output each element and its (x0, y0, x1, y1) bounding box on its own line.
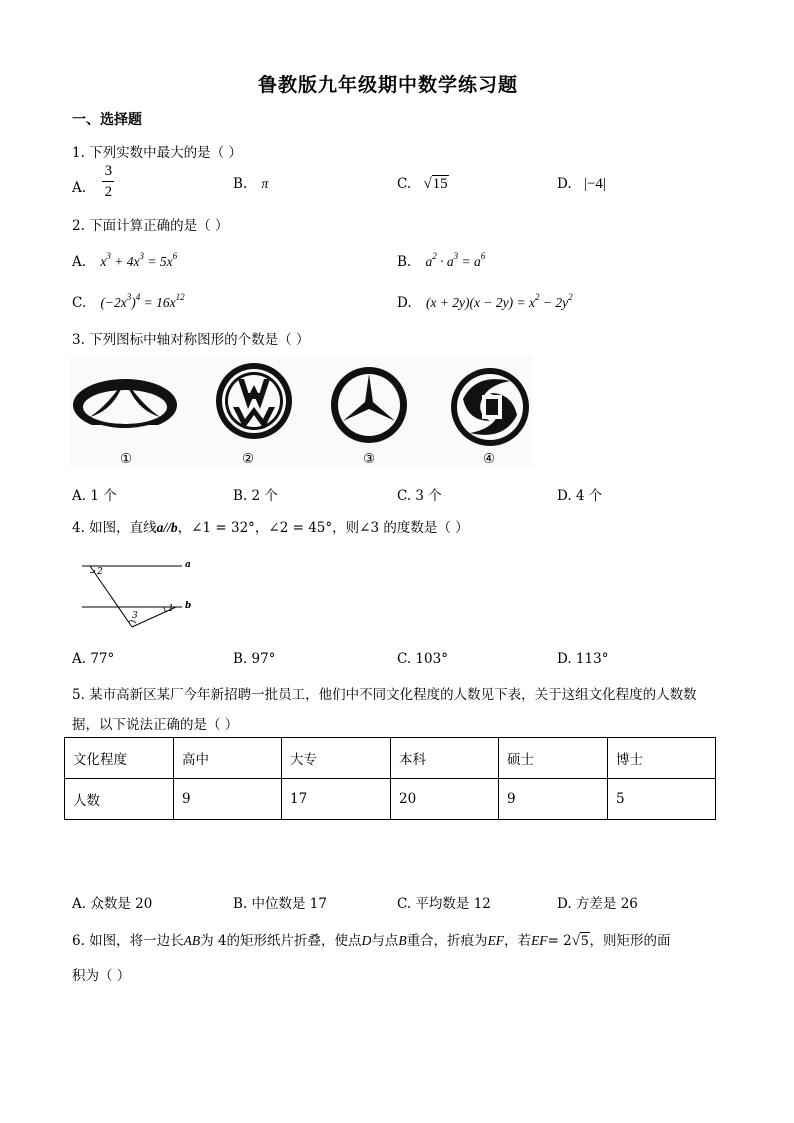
q2-option-b[interactable] (397, 251, 485, 270)
q5-option-a[interactable]: A. 众数是 20 (72, 896, 153, 912)
q6-text: ，则矩形的面 (589, 933, 671, 949)
q5-option-c[interactable]: C. 平均数是 12 (397, 896, 491, 912)
table-cell: 硕士 (499, 738, 608, 779)
q4-angle-2-label: 2 (97, 567, 103, 577)
question-6-stem-line-2: 积为（ ） (72, 968, 131, 984)
table-cell: 17 (282, 779, 391, 820)
question-4-stem (72, 516, 469, 536)
table-cell: 9 (499, 779, 608, 820)
q2-option-d[interactable] (397, 292, 573, 311)
q2-option-a-formula: $x^3 + 4x^3 = 5x^6$ (100, 251, 178, 269)
q6-text: 为 4的矩形纸片折叠，使点 (200, 933, 362, 949)
q4-figure (78, 556, 198, 634)
q6-segment-ab: AB (183, 933, 201, 948)
q1-option-a[interactable] (72, 163, 114, 201)
logo-1-infiniti-icon (70, 379, 180, 437)
page-title: 鲁教版九年级期中数学练习题 (258, 74, 519, 96)
q6-text: 6. 如图，将一边长 (72, 933, 184, 949)
q6-point-b: B (398, 933, 407, 948)
q4-stem-rest: ，∠1 = 32°，∠2 = 45°，则∠3 的度数是（ ） (177, 520, 469, 536)
q6-crease-ef: EF (487, 933, 505, 948)
logo-3-mercedes-icon (331, 367, 407, 443)
logo-label-3: ③ (363, 451, 376, 467)
q1-pi: π (261, 176, 269, 191)
q4-option-c[interactable]: C. 103° (397, 651, 448, 667)
q4-angle-1-label: 1 (168, 604, 174, 614)
table-cell: 5 (608, 779, 716, 820)
q3-option-a[interactable]: A. 1 个 (72, 488, 117, 504)
q6-equals: = 2 (547, 933, 572, 949)
q6-point-d: D (361, 933, 372, 948)
q2-option-a[interactable] (72, 251, 177, 270)
table-cell: 人数 (65, 779, 174, 820)
q1-option-b-label: B. (233, 176, 248, 192)
question-2-stem: 2. 下面计算正确的是（ ） (72, 218, 229, 234)
q2-option-b-label: B. (397, 254, 412, 270)
question-3-stem: 3. 下列图标中轴对称图形的个数是（ ） (72, 332, 310, 348)
q5-option-b[interactable]: B. 中位数是 17 (233, 896, 327, 912)
q4-stem-prefix: 4. 如图，直线 (72, 520, 157, 536)
logo-label-4: ④ (483, 451, 496, 467)
table-cell: 文化程度 (65, 738, 174, 779)
question-6-stem-line-1 (72, 929, 671, 950)
q6-text: 重合，折痕为 (406, 933, 488, 949)
table-cell: 高中 (174, 738, 282, 779)
q5-data-table (64, 737, 716, 820)
q3-option-d[interactable]: D. 4 个 (557, 488, 603, 504)
question-5-stem-line-2: 据，以下说法正确的是（ ） (72, 717, 239, 733)
q2-option-c-formula: $(-2x^3)^4 = 16x^{12}$ (100, 292, 185, 310)
q1-sqrt15: √15 (423, 176, 448, 192)
q6-text: ，若 (504, 933, 532, 949)
question-1-stem: 1. 下列实数中最大的是（ ） (72, 145, 242, 161)
q4-option-d[interactable]: D. 113° (557, 651, 609, 667)
q4-angle-3-label: 3 (132, 611, 138, 621)
q1-option-d[interactable] (557, 176, 606, 193)
q3-option-c[interactable]: C. 3 个 (397, 488, 442, 504)
q2-option-d-formula: $(x + 2y)(x - 2y) = x^2 - 2y^2$ (425, 292, 573, 310)
logo-2-vw-icon (216, 363, 292, 439)
logo-label-2: ② (242, 451, 255, 467)
q1-abs-value: |−4| (583, 176, 606, 192)
q1-option-c-label: C. (397, 176, 412, 192)
question-5-stem-line-1: 5. 某市高新区某厂今年新招聘一批员工，他们中不同文化程度的人数见下表，关于这组文化程度的人数数 (72, 687, 697, 703)
q4-line-a-label: a (185, 560, 191, 570)
q1-denominator: 2 (104, 184, 113, 200)
q1-fraction (102, 162, 114, 201)
q6-crease-ef-2: EF (531, 933, 548, 948)
q2-option-c[interactable] (72, 292, 185, 311)
q6-sqrt5: √5 (571, 933, 589, 949)
q3-logo-figure (70, 355, 533, 468)
q4-option-b[interactable]: B. 97° (233, 651, 276, 667)
table-cell: 本科 (391, 738, 499, 779)
q1-option-d-label: D. (557, 176, 572, 192)
q4-option-a[interactable]: A. 77° (72, 651, 115, 667)
table-row (65, 779, 716, 820)
q3-option-b[interactable]: B. 2 个 (233, 488, 278, 504)
q1-option-b[interactable] (233, 176, 268, 192)
q4-parallel-lines: a//b (156, 520, 178, 535)
q2-option-c-label: C. (72, 295, 87, 311)
q2-option-a-label: A. (72, 254, 87, 270)
table-cell: 20 (391, 779, 499, 820)
q1-option-a-label: A. (72, 180, 87, 196)
table-header-row (65, 738, 716, 779)
table-cell: 博士 (608, 738, 716, 779)
q5-option-d[interactable]: D. 方差是 26 (557, 896, 638, 912)
section-heading: 一、选择题 (72, 112, 142, 128)
q2-option-b-formula: $a^2 \cdot a^3 = a^6$ (425, 251, 486, 269)
q2-option-d-label: D. (397, 295, 412, 311)
q1-numerator: 3 (104, 163, 113, 179)
logo-4-dongfeng-icon (451, 368, 529, 446)
q4-line-b-label: b (185, 601, 192, 611)
q1-option-c[interactable] (397, 176, 449, 193)
logo-label-1: ① (120, 451, 133, 467)
q6-text: 与点 (371, 933, 399, 949)
table-cell: 9 (174, 779, 282, 820)
table-cell: 大专 (282, 738, 391, 779)
